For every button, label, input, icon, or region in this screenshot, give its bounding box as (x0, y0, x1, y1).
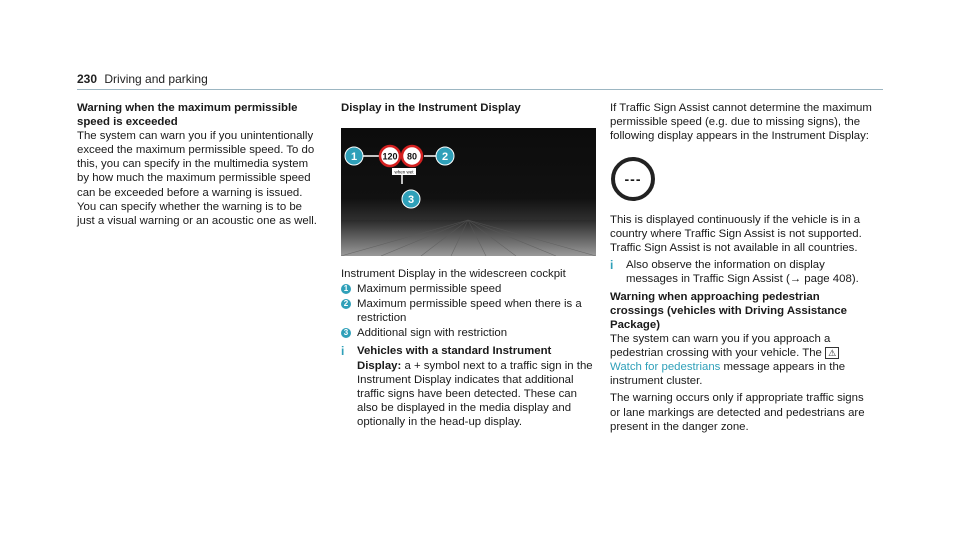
column-2-text (341, 267, 596, 429)
callout-2-label: 2 (441, 151, 449, 163)
pedestrian-condition-text: The warning occurs only if appropriate traffic signs or lane markings are detected and pedestrians are present in the danger zone. (610, 392, 865, 433)
note-text (357, 344, 596, 429)
standard-display-note (341, 344, 596, 429)
road-surface (341, 220, 596, 256)
column-3 (610, 101, 872, 434)
additional-sign-text: when wet (394, 169, 414, 175)
legend-number: 3 (341, 328, 351, 338)
watch-for-pedestrians-message: Watch for pedestrians (610, 361, 721, 374)
intro-text: If Traffic Sign Assist cannot determine the maximum permissible speed (e.g. due to missing signs), the following display appears in the Instrument Display: (610, 102, 872, 143)
no-speed-symbol-text: --- (624, 171, 642, 188)
legend-item (341, 282, 596, 296)
callout-1-label: 1 (350, 151, 358, 163)
legend-item (341, 326, 596, 340)
note-heading: Vehicles with a standard Instrument Display: (357, 345, 552, 372)
pedestrian-warning-heading: Warning when approaching pedestrian crossings (vehicles with Driving Assistance Package) (610, 290, 847, 331)
speed-sign-2-value: 80 (406, 151, 418, 162)
instrument-display-figure (341, 128, 596, 256)
legend-number: 1 (341, 284, 351, 294)
speed-warning-body: The system can warn you if you unintentionally exceed the maximum permissible speed. To do this, you can specify in the multimedia system by how much the maximum permissible speed can be exceeded before a warning is issued. You can specify whether the warning is to be just a visual warning or an acoustic one as well. (77, 130, 317, 227)
unsupported-country-text: This is displayed continuously if the vehicle is in a country where Traffic Sign Assist is not supported. Traffic Sign Assist is not available in all countries. (610, 214, 862, 255)
figure-caption: Instrument Display in the widescreen cockpit (341, 268, 566, 280)
column-1 (77, 101, 319, 228)
legend-text: Maximum permissible speed (357, 283, 502, 296)
column-2 (341, 101, 596, 115)
page-number: 230 (77, 72, 98, 86)
callout-3-label: 3 (407, 194, 415, 206)
legend-number: 2 (341, 299, 351, 309)
legend-text: Maximum permissible speed when there is a restriction (357, 298, 582, 325)
note-body: a + symbol next to a traffic sign in the Instrument Display indicates that additional traffic signs have been detected. These can also be displayed in the media display and optionally in the head-up display. (357, 359, 593, 428)
info-icon: i (610, 257, 614, 272)
header-rule (77, 89, 883, 90)
pedestrian-body-end: message appears in the instrument cluster. (610, 361, 846, 388)
section-title: Driving and parking (104, 72, 208, 86)
page-header (77, 72, 208, 86)
no-speed-symbol-icon (611, 157, 655, 201)
warning-triangle-icon: ⚠ (825, 347, 839, 359)
pedestrian-warning-body (610, 332, 872, 388)
legend-text: Additional sign with restriction (357, 327, 508, 340)
note-text: Also observe the information on display messages in Traffic Sign Assist (→ page 408). (626, 258, 859, 285)
speed-warning-heading: Warning when the maximum permissible speed is exceeded (77, 102, 298, 129)
pedestrian-body-start: The system can warn you if you approach a pedestrian crossing with your vehicle. The (610, 333, 831, 360)
info-icon: i (341, 344, 345, 359)
display-messages-note (610, 258, 872, 286)
legend-item (341, 297, 596, 325)
speed-sign-1-value: 120 (382, 151, 398, 162)
display-heading: Display in the Instrument Display (341, 102, 521, 114)
